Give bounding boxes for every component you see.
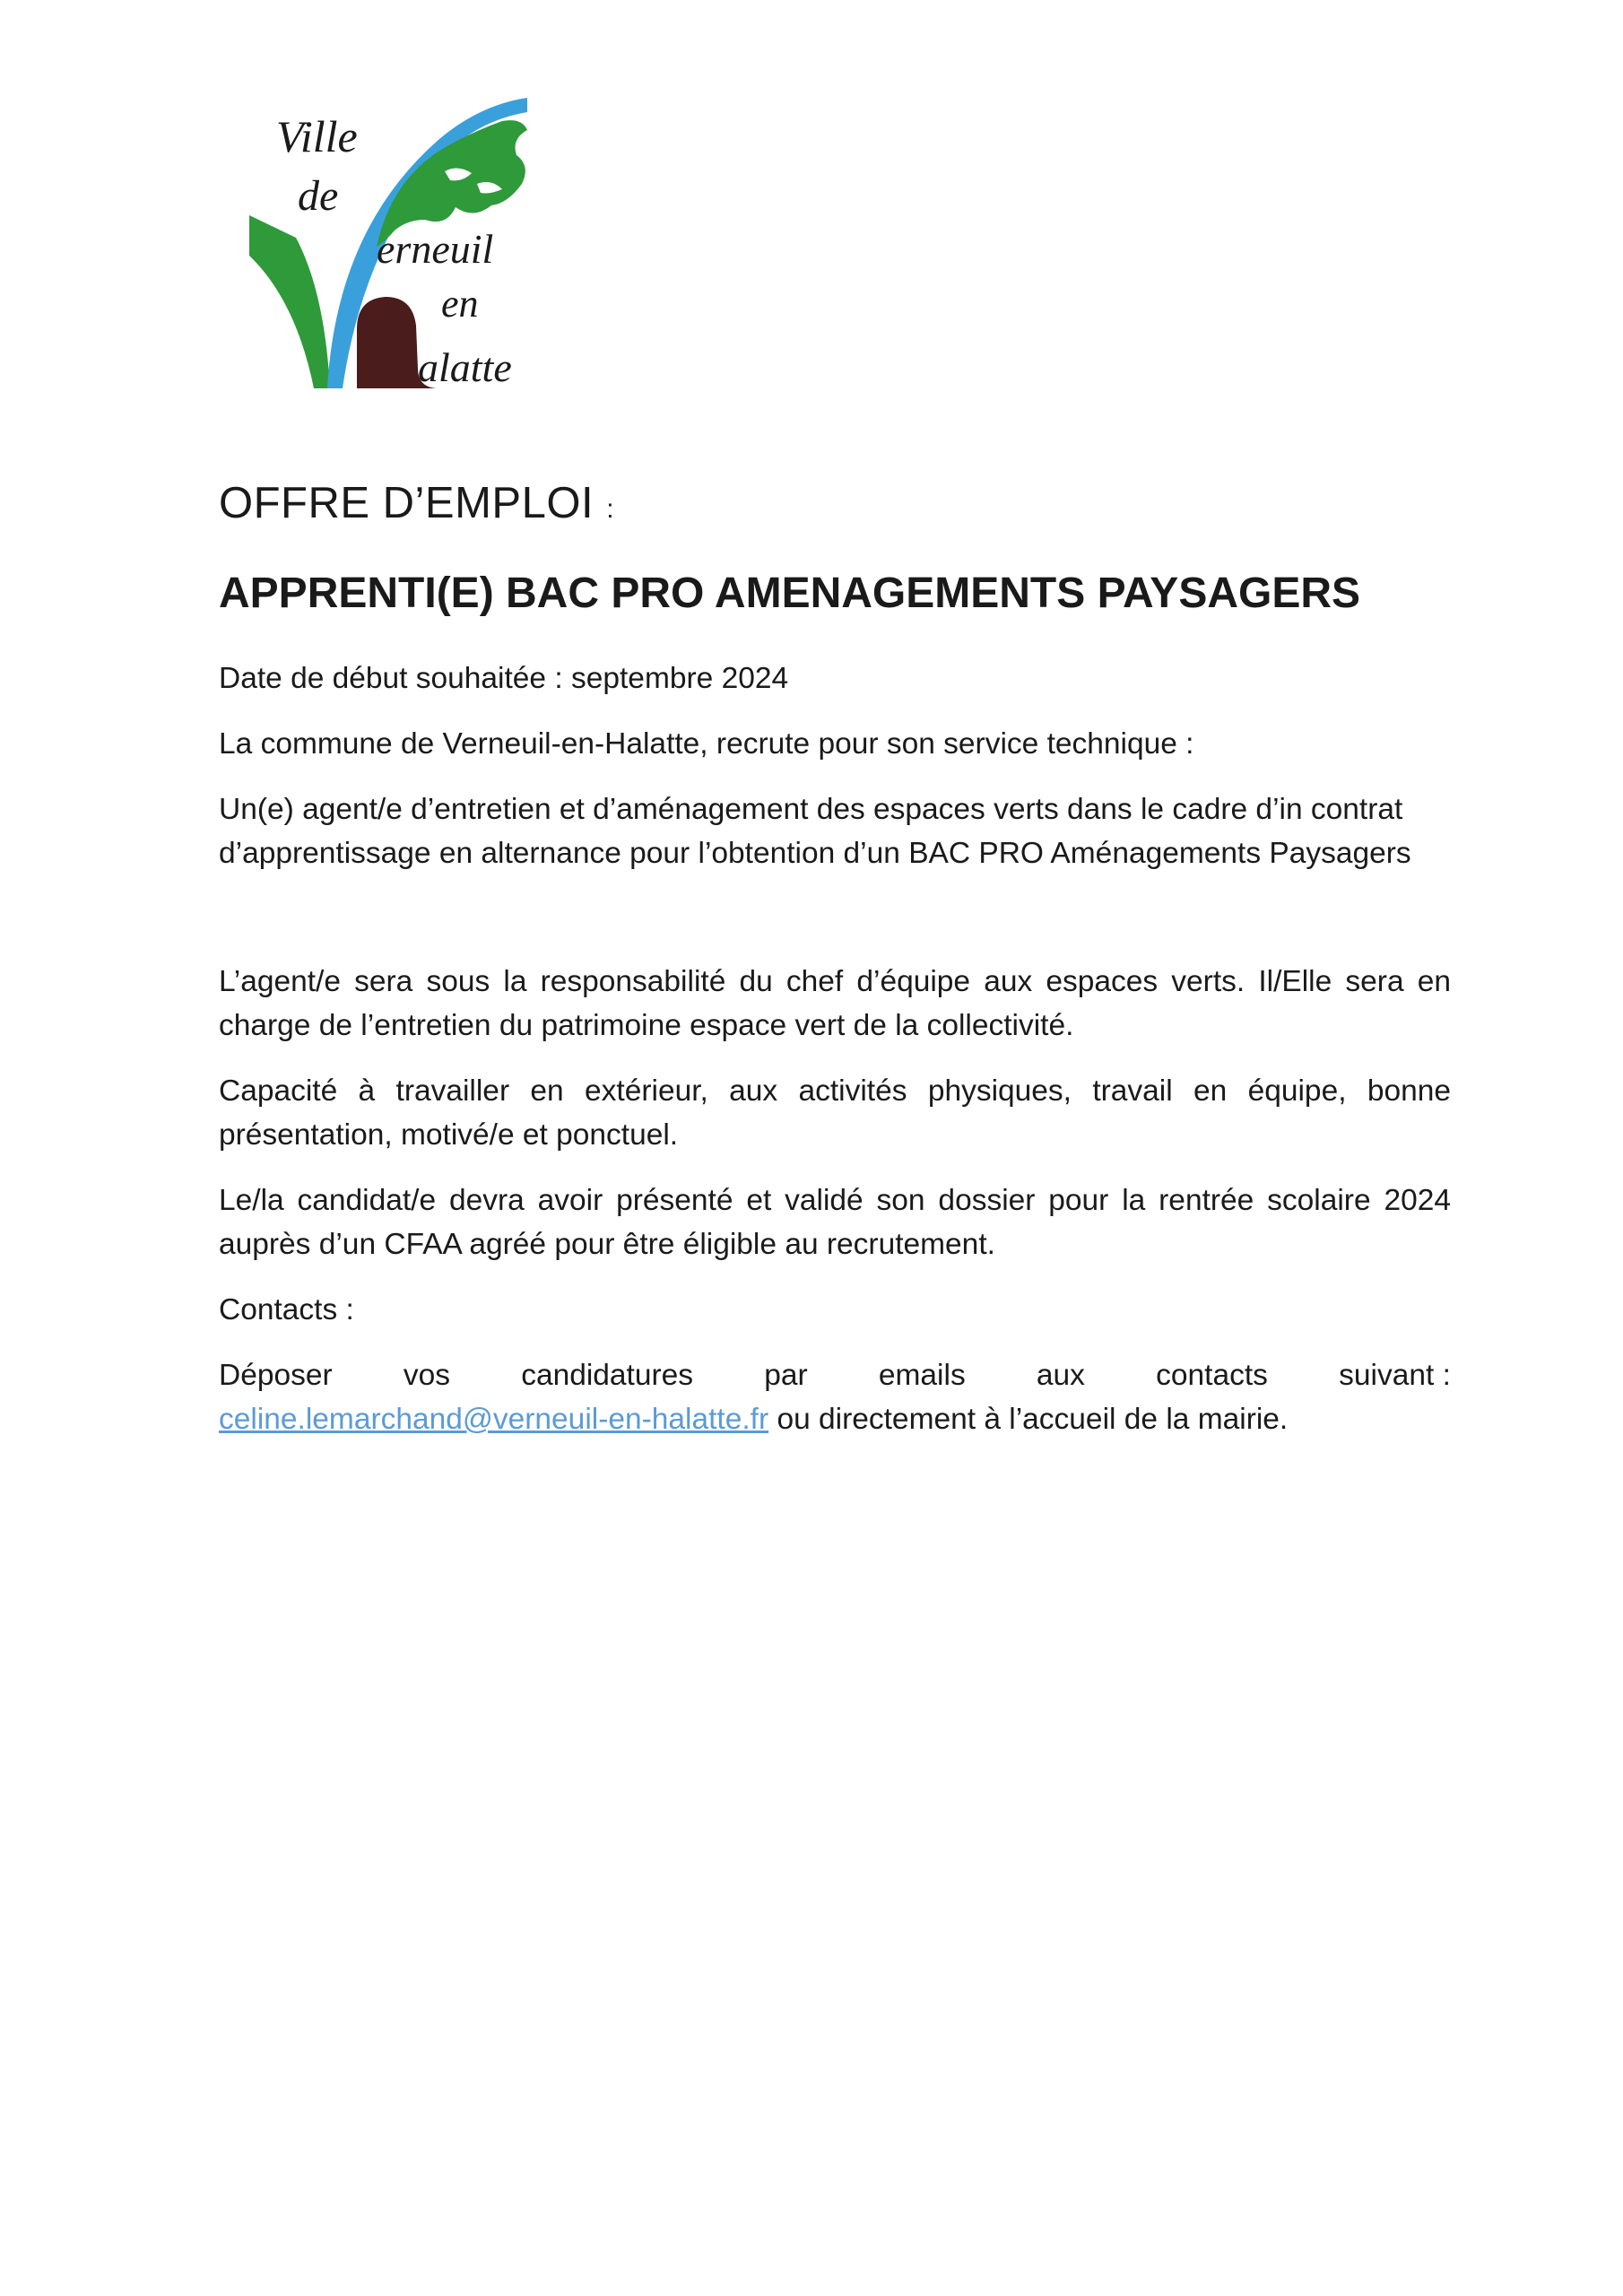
- apply-tail: ou directement à l’accueil de la mairie.: [768, 1403, 1289, 1436]
- commune-statement: La commune de Verneuil-en-Halatte, recrute pour son service technique :: [219, 727, 1194, 761]
- responsibility-text: L’agent/e sera sous la responsabilité du chef d’équipe aux espaces verts. Il/Elle sera en charge de l’entretien du patrimoine espace vert de la collectivité.: [219, 965, 1451, 1042]
- job-offer-content: [219, 471, 1451, 1441]
- contact-email-link[interactable]: celine.lemarchand@verneuil-en-halatte.fr: [219, 1403, 769, 1436]
- apply-word: aux: [1036, 1359, 1085, 1392]
- logo-word-en: en: [441, 282, 479, 326]
- ville-logo: [242, 85, 547, 404]
- apply-word: suivant :: [1339, 1359, 1451, 1392]
- logo-word-ville: Ville: [276, 111, 358, 161]
- apply-word: candidatures: [521, 1359, 694, 1392]
- spacer: [219, 897, 1451, 960]
- apply-line-1: [219, 1353, 1451, 1397]
- apply-word: vos: [403, 1359, 450, 1392]
- apply-word: contacts: [1156, 1359, 1268, 1392]
- job-title: APPRENTI(E) BAC PRO AMENAGEMENTS PAYSAGERS: [219, 570, 1361, 617]
- apply-word: par: [764, 1359, 808, 1392]
- offer-heading: [219, 471, 1451, 542]
- start-date: Date de début souhaitée : septembre 2024: [219, 662, 789, 695]
- apply-instructions: [219, 1353, 1451, 1441]
- contacts-label: Contacts :: [219, 1293, 354, 1326]
- apply-word: Déposer: [219, 1359, 333, 1392]
- logo-word-erneuil: erneuil: [377, 226, 494, 272]
- skills-text: Capacité à travailler en extérieur, aux activités physiques, travail en équipe, bonne présentation, motivé/e et ponctuel.: [219, 1074, 1451, 1152]
- candidate-requirements: Le/la candidat/e devra avoir présenté et validé son dossier pour la rentrée scolaire 2024 auprès d’un CFAA agréé pour être éligible au recrutement.: [219, 1184, 1451, 1261]
- apply-line-2: [219, 1397, 1451, 1441]
- offer-heading-text: OFFRE D’EMPLOI: [219, 479, 595, 527]
- logo-word-alatte: alatte: [418, 344, 512, 390]
- agent-description: Un(e) agent/e d’entretien et d’aménagement des espaces verts dans le cadre d’in contrat d’apprentissage en alternance pour l’obtention d’un BAC PRO Aménagements Paysagers: [219, 793, 1411, 870]
- offer-heading-colon: :: [606, 494, 615, 524]
- logo-word-de: de: [298, 172, 339, 220]
- apply-word: emails: [878, 1359, 966, 1392]
